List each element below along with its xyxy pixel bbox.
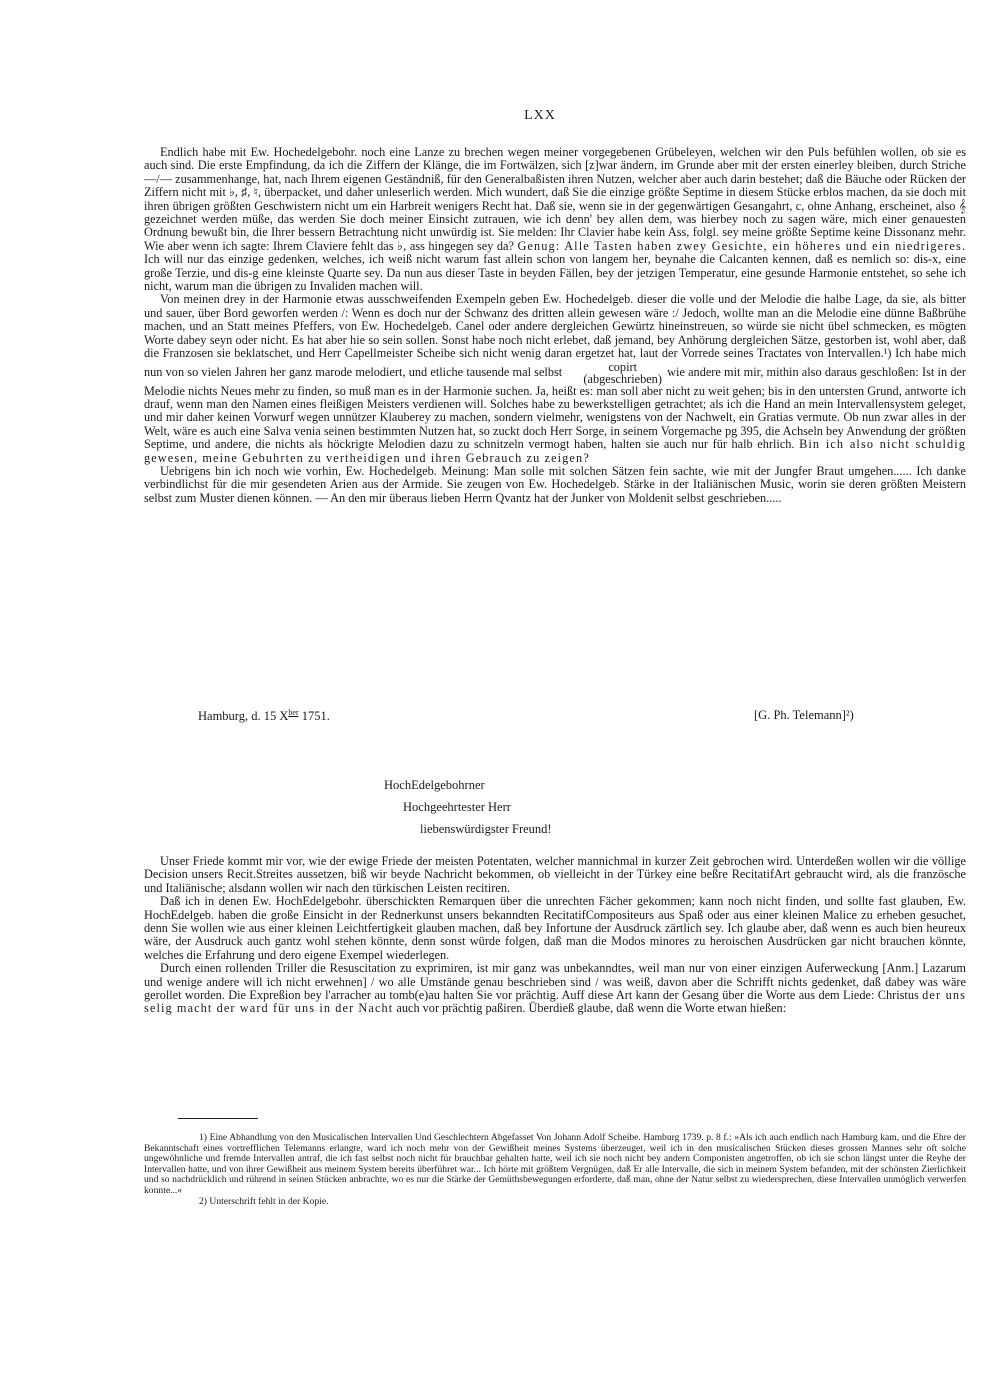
letter-1-par2-text-a: Von meinen drey in der Harmonie etwas ausschweifenden Exempeln geben Ew. Hochedelgeb. dieser die volle und der Melodie die halbe Lage, da sie, als bitter und sauer, über Bord geworfen werden /: Wenn es doch nur der Schwanz des dritten allein gewesen wäre :/ Jedoch, wollte man an die Melodie eine dünne Baßbrühe machen, und an Statt meines Pfeffers, von Ew. Hochedelgeb. Canel oder andere dergleichen Gewürtz hineinstreuen, so würde sie nicht übel schmecken, es mögten Worte dabey seyn oder nicht. Es hat aber hie so sein sollen. Sonst habe noch nicht erlebet, daß jemand, bey Anhörung dergleichen Sätze, gestorben ist, wohl aber, daß die Franzosen sie beklatschet, und Herr Capellmeister Scheibe sich nicht wenig daran ergetzet hat, laut der Vorrede seines Tractates von Intervallen.¹) Ich habe mich nun von so vielen Jahren her ganz marode melodiert, und etliche tausende mal selbst	[144, 292, 966, 379]
letter-1-par1-end: Ich will nur das einzige gedenken, welches, ich weiß nicht warum fast allein schon von langem her, beynahe die Calcanten kennen, daß es nemlich so: dis-x, eine große Terzie, und dis-g eine kleinste Quarte sey. Da nun aus dieser Taste in beyden Fällen, bey der jetzigen Temperatur, eine gesunde Harmonie entstehet, so sehe ich nicht, warum man die übrigen zu Invaliden machen will.	[144, 252, 966, 294]
letter-1-paragraph-1	[144, 146, 966, 293]
letter-1-paragraph-2	[144, 293, 966, 464]
date-superscript: ber	[288, 708, 299, 717]
letter-2-par3-end: auch vor prächtig paßiren. Überdieß glaube, daß wenn die Worte etwan hießen:	[396, 1001, 787, 1016]
letter-1-par2-text-b: wie andere mit mir, mithin also daraus geschloßen: Ist in der Melodie nichts Neues mehr zu finden, so muß man es in der Harmonie suchen. Ja, heißt es: man soll aber nicht zu weit gehen; bis in den untersten Grund, antworte ich drauf, wenn man den Namen eines fleißigen Meisters verdienen will. Solches habe zu bewerkstelligen getrachtet; als ich die Hand an mein Intervallensystem geleget, und mir daher keinen Vorwurf wegen unnützer Klauberey zu machen, sondern vielmehr, wenigstens von der Nachwelt, ein Gratias vermute. Ob nun zwar alles in der Welt, wäre es auch eine Salva venia seinen bestimmten Nutzen hat, so zuckt doch Herr Sorge, in seinem Vorgemache pg 395, die Achseln bey Anwendung der größten Septime, und andere, die nichts als höckrigte Melodien dazu zu schnitzeln vermogt haben, halten sie auch nur für halb ehrlich.	[144, 364, 966, 452]
letter-2-paragraph-2: Daß ich in denen Ew. HochEdelgebohr. überschickten Remarquen über die unrechten Fächer gekommen; kann noch nicht finden, und sollte fast glauben, Ew. HochEdelgeb. haben die große Einsicht in der Rednerkunst unsers bekanndten RecitatifCompositeurs aus Spaß oder aus einer kleinen Malice zu erheben gesuchet, denn Sie wollen wie aus einer kleinen Leichtfertigkeit glauben machen, daß bey Infortune der Ausdruck zärtlich sey. Ich glaube aber, daß wenn es auch bien heureux wäre, der Ausdruck auch gantz wohl stehen könnte, denn sonst würde folgen, daß man die Modos minores zu heroischen Ausdrücken gar nicht brauchen könnte, welches die Erfahrung und dero eigene Exempel wiederlegen.	[144, 894, 966, 962]
footnote-rule	[178, 1118, 258, 1119]
place-date: Hamburg, d. 15 $X^{ber}$ 1751.	[198, 708, 330, 724]
fraction-top: copirt	[608, 359, 638, 374]
letter-1-par2-emphasis: Bin ich also nicht schuldig gewesen, meine Gebuhrten zu vertheidigen und ihren Gebrauch zu zeigen?	[144, 437, 967, 465]
salutation-line-2: Hochgeehrtester Herr	[403, 800, 511, 814]
letter-2-paragraph-3	[144, 962, 966, 1016]
salutation-line-1: HochEdelgebohrner	[384, 778, 485, 792]
copirt-fraction	[567, 361, 662, 385]
footnote-1: 1) Eine Abhandlung von den Musicalischen Intervallen Und Geschlechtern Abgefasset Von Johann Adolf Scheibe. Hamburg 1739. p. 8 f.: »Als ich auch endlich nach Hamburg kam, und die Ehre der Bekanntschaft eines vortrefflichen Telemanns erlangte, ward ich noch mehr von der Gewißheit meines Systems überzeuget, weil ich in den musicalischen Stücken dieses grossen Mannes sehr oft solche ungewöhnliche und fremde Intervallen antraf, die ich fast selbst noch nicht für brauchbar gehalten hatte, weil ich sie noch nicht bey andern Componisten angetroffen, ob ich sie schon längst unter die Reyhe der Intervallen hatte, und von ihrer Gewißheit aus meinem System bereits überführet war... Ich hörte mit größtem Vergnügen, daß Er alle Intervalle, die sich in meinem System befanden, mit der schönsten Zierlichkeit und so nachdrücklich und rührend in seinen Stücken anbrachte, wo es nur die Stärke der Gemüthsbewegungen erforderte, daß man, ohne der Natur selbst zu wiedersprechen, diese Intervallen unmöglich verwerfen konnte...«	[144, 1132, 966, 1196]
letter-1-par1-emphasis: Genug: Alle Tasten haben zwey Gesichte, ein höheres und ein niedrigeres.	[517, 238, 967, 253]
letter-2-par3-emphasis: der uns selig macht der ward für uns in der Nacht	[144, 988, 967, 1016]
footnotes	[144, 1133, 966, 1207]
fraction-bottom: (abgeschrieben)	[583, 371, 662, 386]
salutation-line-3: liebenswürdigster Freund!	[420, 822, 552, 836]
letter-1-par1-text: Endlich habe mit Ew. Hochedelgebohr. noch eine Lanze zu brechen wegen meiner vorgegebenen Grübeleyen, welchen wir den Puls befühlen wollen, ob sie es auch sind. Die erste Empfindung, da ich die Ziffern der Klänge, die im Fortwälzen, sich [z]war ändern, im Grunde aber mit der ersten einerley bleiben, durch Striche —/— zusammenhange, hat, nach Ihrem eigenen Geständniß, für den Generalbaßisten ihren Nutzen, welcher aber auch darin bestehet; daß die Bäuche oder Rücken der Ziffern nicht mit ♭, ♯, ♮, überpacket, und daher unleserlich werden. Mich wundert, daß Sie die einzige größte Septime in diesem Stücke erblos machen, da sie doch mit ihren übrigen größten Geschwistern nicht um ein Harbreit wenigers Recht hat. Daß sie, wenn sie in der gegenwärtigen Gesangahrt, c, ohne Anhang, erscheinet, also 𝄞 gezeichnet werden müße, das werden Sie doch meiner Einsicht zutrauen, wie ich denn' bey allen dem, was hierbey noch zu sagen wäre, mich einer genauesten Ordnung bewußt bin, die Ihrer bessern Betrachtung nicht unwürdig ist. Sie melden: Ihr Clavier habe kein Ass, folgl. sey meine größte Septime keine Dissonanz mehr. Wie aber wenn ich sagte: Ihrem Claviere fehlt das ♭, ass hingegen sey da?	[144, 145, 966, 253]
letter-1-paragraph-3: Uebrigens bin ich noch wie vorhin, Ew. Hochedelgeb. Meinung: Man solle mit solchen Sätzen fein sachte, wie mit der Jungfer Braut umgehen...... Ich danke verbindlichst für die mir gesendeten Arien aus der Armide. Sie zeugen von Ew. Hochedelgeb. Stärke in der Italiänischen Music, worin sie deren größten Meistern selbst zum Muster dienen können. — An den mir überaus lieben Herrn Qvantz hat der Junker von Moldenit selbst geschrieben.....	[144, 463, 966, 505]
letter-2-par3-text: Durch einen rollenden Triller die Resuscitation zu exprimiren, ist mir ganz was unbekanndtes, weil man nur von einer einzigen Auferweckung [Anm.] Lazarum und wenige andere will ich nicht erwehnen] / wo alle Umstände genau beschrieben sind / was weiß, davon aber die Schrifft nichts gedenket, daß dabey was wäre gerollet worden. Die Expreßion bey l'arracher au tomb(e)au halten Sie vor prächtig. Auff diese Art kann der Gesang über die Worte aus dem Liede: Christus	[144, 961, 966, 1003]
letter-2-body	[144, 855, 966, 1016]
letter-2-paragraph-1: Unser Friede kommt mir vor, wie der ewige Friede der meisten Potentaten, welcher mannichmal in kurzer Zeit gebrochen wird. Unterdeßen wollen wir die völlige Decision unsers Recit.Streites aussetzen, biß wir beyde Nachricht bekommen, ob vielleicht in der Türkey eine beßre RecitatifArt gebraucht wird, als die französche und Italiänische; alsdann wollen wir nach den türkischen Leisten recitiren.	[144, 854, 966, 895]
letter-1-body	[144, 146, 966, 505]
page-number: LXX	[524, 108, 556, 123]
signature: [G. Ph. Telemann]²)	[754, 708, 854, 722]
footnote-2: 2) Unterschrift fehlt in der Kopie.	[199, 1195, 329, 1207]
